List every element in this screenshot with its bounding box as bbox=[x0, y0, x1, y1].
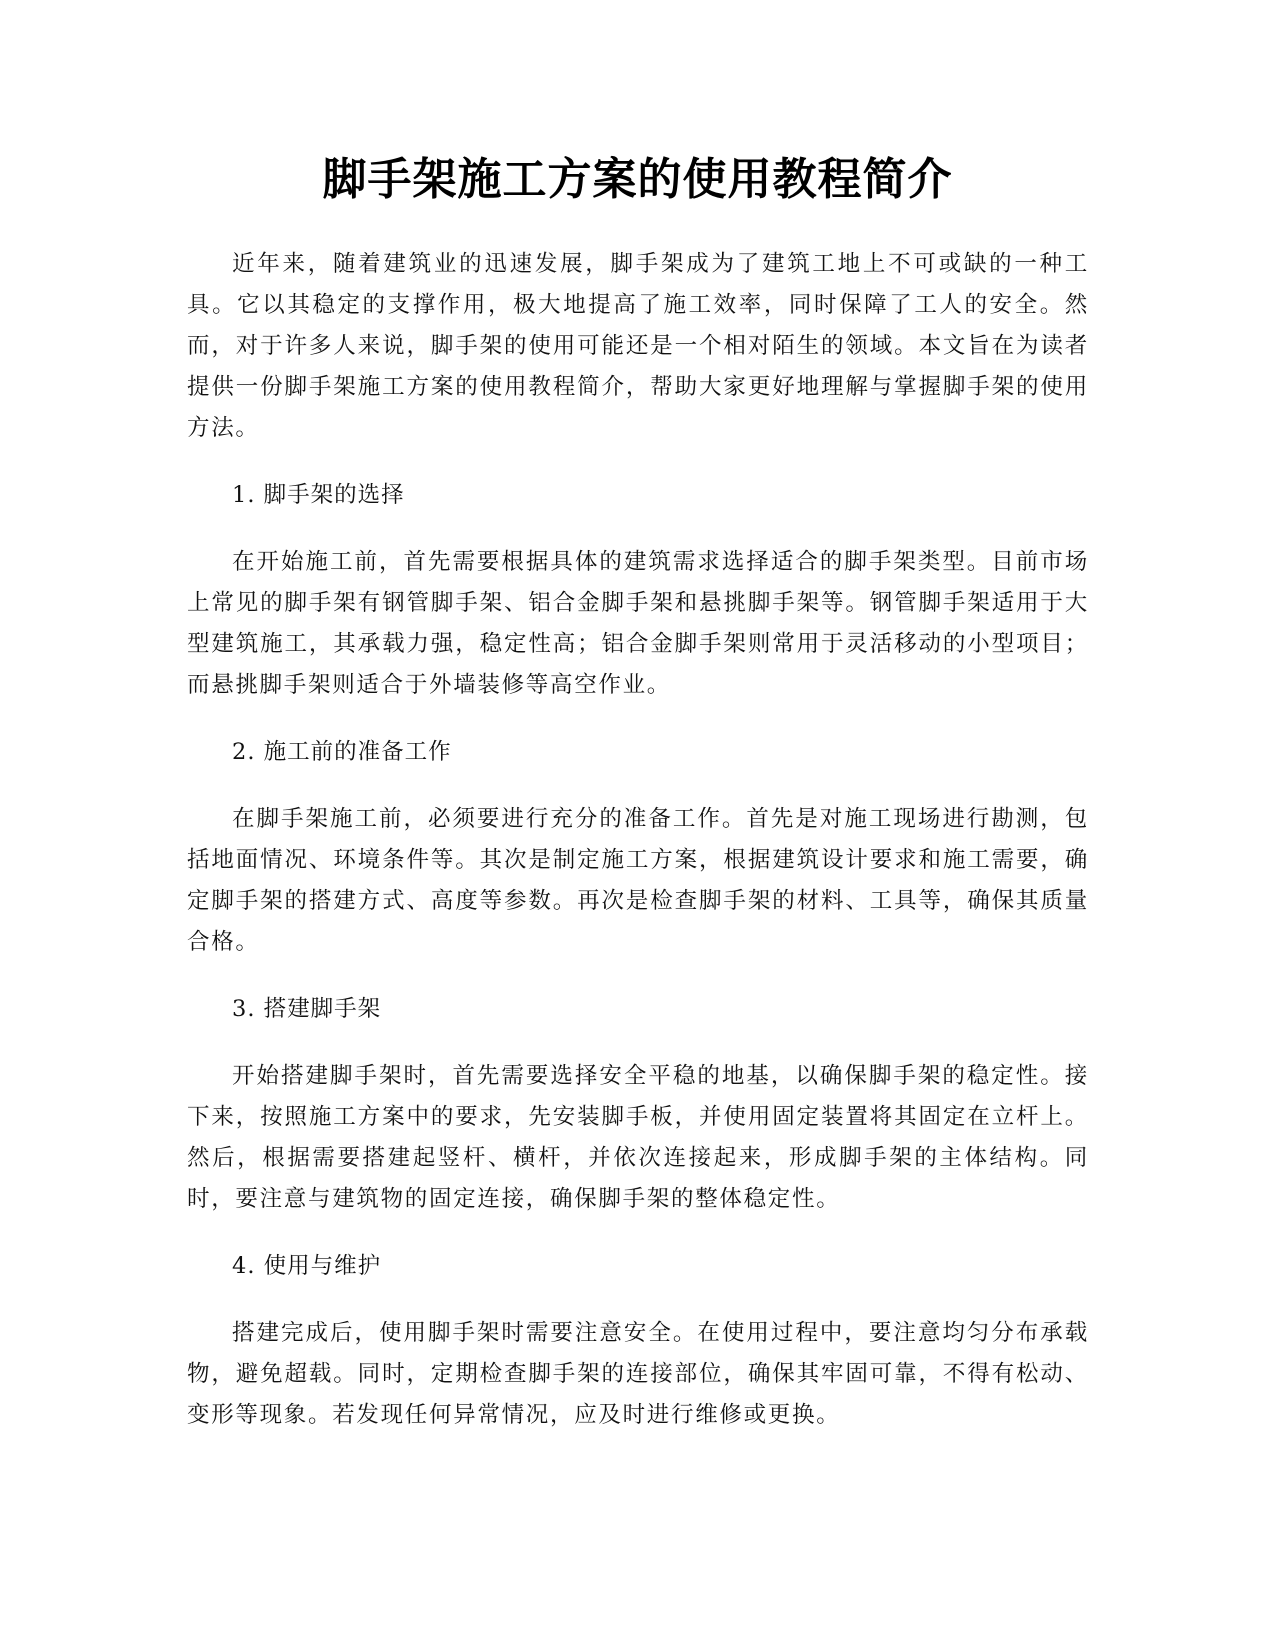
document-body bbox=[187, 244, 1089, 1462]
section-text-erection: 开始搭建脚手架时，首先需要选择安全平稳的地基，以确保脚手架的稳定性。接下来，按照施工方案中的要求，先安装脚手板，并使用固定装置将其固定在立杆上。然后，根据需要搭建起竖杆、横杆，并依次连接起来，形成脚手架的主体结构。同时，要注意与建筑物的固定连接，确保脚手架的整体稳定性。 bbox=[187, 1063, 1089, 1212]
section-heading-preparation: 2. 施工前的准备工作 bbox=[232, 739, 452, 765]
section-heading-erection: 3. 搭建脚手架 bbox=[232, 996, 382, 1022]
intro-paragraph: 近年来，随着建筑业的迅速发展，脚手架成为了建筑工地上不可或缺的一种工具。它以其稳定的支撑作用，极大地提高了施工效率，同时保障了工人的安全。然而，对于许多人来说，脚手架的使用可能还是一个相对陌生的领域。本文旨在为读者提供一份脚手架施工方案的使用教程简介，帮助大家更好地理解与掌握脚手架的使用方法。 bbox=[187, 251, 1089, 441]
section-text-selection: 在开始施工前，首先需要根据具体的建筑需求选择适合的脚手架类型。目前市场上常见的脚手架有钢管脚手架、铝合金脚手架和悬挑脚手架等。钢管脚手架适用于大型建筑施工，其承载力强，稳定性高；铝合金脚手架则常用于灵活移动的小型项目；而悬挑脚手架则适合于外墙装修等高空作业。 bbox=[187, 549, 1089, 698]
section-heading-selection: 1. 脚手架的选择 bbox=[232, 482, 405, 508]
document-title: 脚手架施工方案的使用教程简介 bbox=[322, 154, 953, 205]
section-text-maintenance: 搭建完成后，使用脚手架时需要注意安全。在使用过程中，要注意均匀分布承载物，避免超载。同时，定期检查脚手架的连接部位，确保其牢固可靠，不得有松动、变形等现象。若发现任何异常情况，应及时进行维修或更换。 bbox=[187, 1320, 1089, 1428]
section-text-preparation: 在脚手架施工前，必须要进行充分的准备工作。首先是对施工现场进行勘测，包括地面情况、环境条件等。其次是制定施工方案，根据建筑设计要求和施工需要，确定脚手架的搭建方式、高度等参数。再次是检查脚手架的材料、工具等，确保其质量合格。 bbox=[187, 806, 1089, 955]
section-heading-maintenance: 4. 使用与维护 bbox=[232, 1253, 382, 1279]
